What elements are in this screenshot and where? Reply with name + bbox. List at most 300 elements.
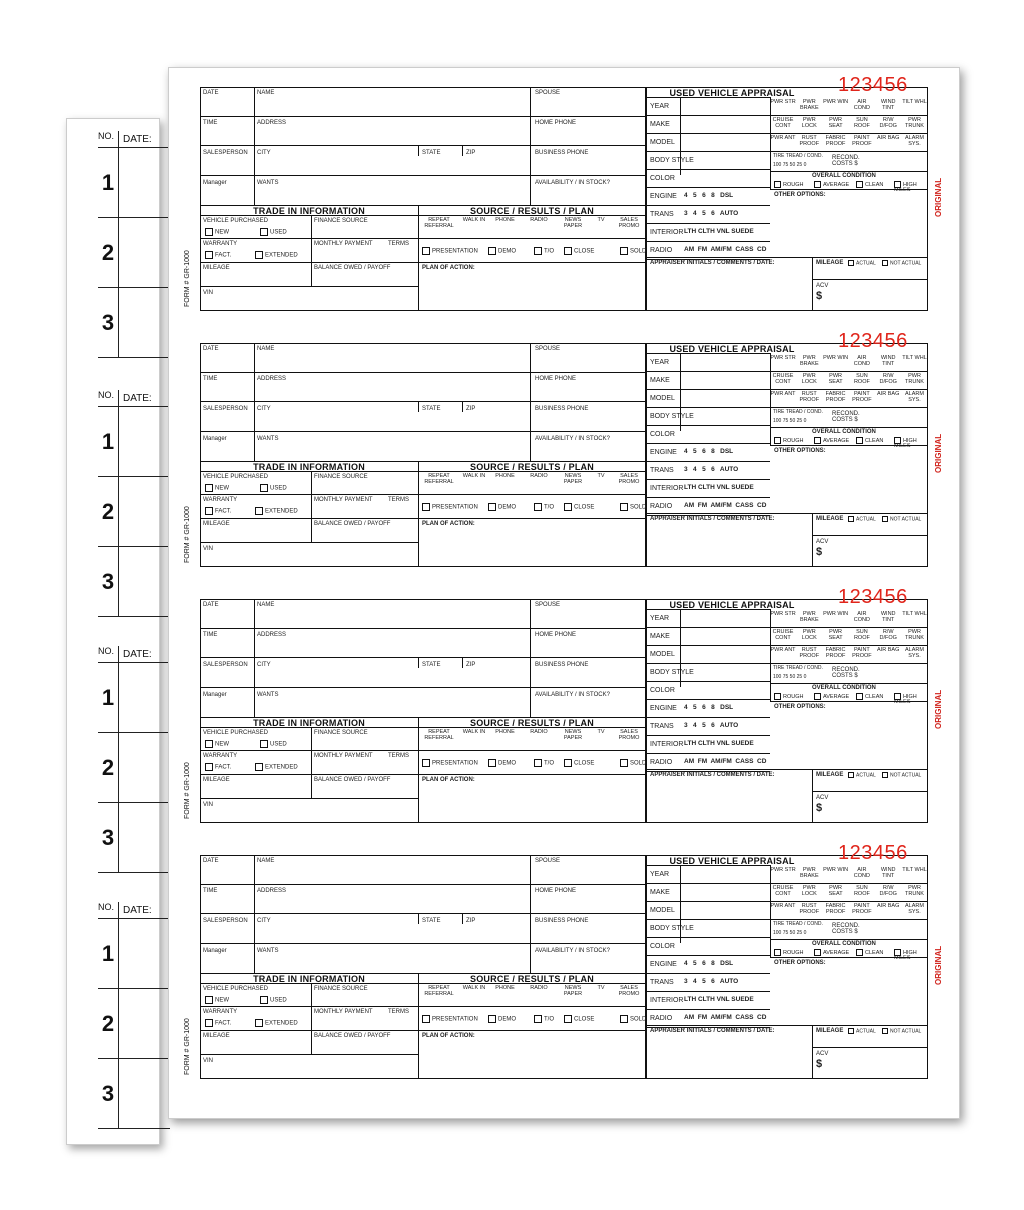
city-label[interactable]: CITY [257,406,271,412]
result-checkbox[interactable]: PRESENTATION [422,503,478,511]
option-cell[interactable]: ALARM SYS. [905,391,924,403]
condition-checkbox[interactable]: AVERAGE [814,693,849,700]
fact-checkbox[interactable]: FACT. [205,251,231,259]
source-option[interactable]: NEWS PAPER [563,985,583,997]
appraisal-row-label[interactable]: TRANS [650,723,674,730]
finance-source-label[interactable]: FINANCE SOURCE [314,474,368,480]
not-actual-checkbox[interactable]: NOT ACTUAL [882,1028,921,1034]
result-checkbox[interactable]: T/O [534,503,554,511]
address-label[interactable]: ADDRESS [257,888,287,894]
source-option[interactable]: SALES PROMO [618,729,640,741]
spouse-label[interactable]: SPOUSE [535,90,561,96]
not-actual-checkbox[interactable]: NOT ACTUAL [882,516,921,522]
address-label[interactable]: ADDRESS [257,120,287,126]
balance-owed-label[interactable]: BALANCE OWED / PAYOFF [314,1033,391,1039]
option-cell[interactable]: ALARM SYS. [905,903,924,915]
finance-source-label[interactable]: FINANCE SOURCE [314,986,368,992]
availability-label[interactable]: AVAILABILITY / IN STOCK? [535,180,610,186]
appraisal-row-label[interactable]: MAKE [650,633,670,640]
extended-checkbox[interactable]: EXTENDED [255,763,298,771]
state-label[interactable]: STATE [422,662,441,668]
option-cell[interactable]: TILT WHL [902,99,927,105]
condition-checkbox[interactable]: ROUGH [774,693,803,700]
option-cell[interactable]: CRUISE CONT [772,885,794,897]
source-option[interactable]: PHONE [495,985,515,991]
business-phone-label[interactable]: BUSINESS PHONE [535,406,589,412]
business-phone-label[interactable]: BUSINESS PHONE [535,918,589,924]
mileage-label[interactable]: MILEAGE [203,521,230,527]
option-cell[interactable]: PAINT PROOF [852,135,872,147]
mileage-label[interactable]: MILEAGE [203,1033,230,1039]
plan-of-action-label[interactable]: PLAN OF ACTION: [422,265,475,271]
monthly-payment-label[interactable]: MONTHLY PAYMENT [314,1009,373,1015]
acv-dollar[interactable]: $ [816,1058,823,1070]
home-phone-label[interactable]: HOME PHONE [535,376,577,382]
appraisal-row-label[interactable]: COLOR [650,431,675,438]
source-option[interactable]: NEWS PAPER [563,217,583,229]
source-option[interactable]: WALK IN [462,985,486,991]
appraisal-row-options[interactable]: LTH CLTH VNL SUEDE [684,228,754,235]
new-checkbox[interactable]: NEW [205,228,229,236]
source-option[interactable]: REPEAT REFERRAL [424,473,454,485]
source-option[interactable]: REPEAT REFERRAL [424,729,454,741]
appraisal-row-label[interactable]: MODEL [650,395,675,402]
result-checkbox[interactable]: PRESENTATION [422,247,478,255]
extended-checkbox[interactable]: EXTENDED [255,251,298,259]
zip-label[interactable]: ZIP [466,150,476,156]
result-checkbox[interactable]: SOLD [620,503,646,511]
appraisal-row-options[interactable]: LTH CLTH VNL SUEDE [684,484,754,491]
result-checkbox[interactable]: PRESENTATION [422,759,478,767]
option-cell[interactable]: PWR WIN [823,867,849,873]
recond-label[interactable]: RECOND. COSTS $ [832,411,860,423]
option-cell[interactable]: R/W D/FOG [879,373,897,385]
option-cell[interactable]: PWR STR [770,99,796,105]
source-option[interactable]: SALES PROMO [618,985,640,997]
home-phone-label[interactable]: HOME PHONE [535,632,577,638]
option-cell[interactable]: R/W D/FOG [879,629,897,641]
vin-label[interactable]: VIN [203,546,214,552]
option-cell[interactable]: RUST PROOF [799,391,820,403]
appraisal-row-label[interactable]: MODEL [650,651,675,658]
option-cell[interactable]: PAINT PROOF [852,391,872,403]
terms-label[interactable]: TERMS [388,497,409,503]
appraisal-row-label[interactable]: YEAR [650,871,670,878]
fact-checkbox[interactable]: FACT. [205,1019,231,1027]
other-options-label[interactable]: OTHER OPTIONS: [774,448,826,454]
appraisal-row-options[interactable]: AM FM AM/FM CASS CD [684,758,767,765]
source-option[interactable]: RADIO [530,473,548,479]
used-checkbox[interactable]: USED [260,484,287,492]
condition-checkbox[interactable]: HIGH MILES [894,181,917,194]
condition-checkbox[interactable]: HIGH MILES [894,693,917,706]
option-cell[interactable]: PAINT PROOF [852,647,872,659]
option-cell[interactable]: PWR WIN [823,355,849,361]
wants-label[interactable]: WANTS [257,180,279,186]
acv-dollar[interactable]: $ [816,546,823,558]
option-cell[interactable]: PWR LOCK [801,117,817,129]
used-checkbox[interactable]: USED [260,228,287,236]
appraisal-row-label[interactable]: YEAR [650,615,670,622]
option-cell[interactable]: FABRIC PROOF [825,903,846,915]
appraiser-label[interactable]: APPRAISER INITIALS / COMMENTS / DATE: [650,260,775,266]
appraisal-row-options[interactable]: 4 5 6 8 DSL [684,704,734,711]
option-cell[interactable]: SUN ROOF [853,373,870,385]
source-option[interactable]: TV [597,729,605,735]
option-cell[interactable]: AIR COND [853,867,870,879]
appraisal-row-label[interactable]: INTERIOR [650,997,684,1004]
used-checkbox[interactable]: USED [260,996,287,1004]
source-option[interactable]: SALES PROMO [618,473,640,485]
option-cell[interactable]: PWR ANT [770,903,796,909]
option-cell[interactable]: FABRIC PROOF [825,135,846,147]
appraisal-mileage-label[interactable]: MILEAGE [816,1028,844,1034]
appraisal-row-label[interactable]: COLOR [650,943,675,950]
condition-checkbox[interactable]: AVERAGE [814,949,849,956]
source-option[interactable]: TV [597,985,605,991]
used-checkbox[interactable]: USED [260,740,287,748]
appraisal-row-options[interactable]: 3 4 5 6 AUTO [684,210,739,217]
result-checkbox[interactable]: SOLD [620,1015,646,1023]
source-option[interactable]: NEWS PAPER [563,729,583,741]
option-cell[interactable]: AIR BAG [877,903,900,909]
result-checkbox[interactable]: DEMO [488,1015,516,1023]
option-cell[interactable]: PWR BRAKE [799,355,819,367]
source-option[interactable]: SALES PROMO [618,217,640,229]
balance-owed-label[interactable]: BALANCE OWED / PAYOFF [314,521,391,527]
business-phone-label[interactable]: BUSINESS PHONE [535,662,589,668]
option-cell[interactable]: PWR LOCK [801,629,817,641]
option-cell[interactable]: PWR TRUNK [905,117,924,129]
option-cell[interactable]: PWR TRUNK [905,885,924,897]
option-cell[interactable]: PWR STR [770,611,796,617]
monthly-payment-label[interactable]: MONTHLY PAYMENT [314,497,373,503]
appraisal-row-options[interactable]: LTH CLTH VNL SUEDE [684,996,754,1003]
option-cell[interactable]: SUN ROOF [853,629,870,641]
balance-owed-label[interactable]: BALANCE OWED / PAYOFF [314,265,391,271]
source-option[interactable]: REPEAT REFERRAL [424,217,454,229]
option-cell[interactable]: PWR SEAT [828,117,843,129]
option-cell[interactable]: RUST PROOF [799,135,820,147]
option-cell[interactable]: CRUISE CONT [772,117,794,129]
appraisal-row-options[interactable]: AM FM AM/FM CASS CD [684,1014,767,1021]
appraisal-row-label[interactable]: MAKE [650,377,670,384]
result-checkbox[interactable]: CLOSE [564,1015,594,1023]
option-cell[interactable]: PAINT PROOF [852,903,872,915]
condition-checkbox[interactable]: ROUGH [774,949,803,956]
other-options-label[interactable]: OTHER OPTIONS: [774,704,826,710]
appraisal-row-label[interactable]: BODY STYLE [650,669,694,676]
state-label[interactable]: STATE [422,406,441,412]
plan-of-action-label[interactable]: PLAN OF ACTION: [422,1033,475,1039]
name-label[interactable]: NAME [257,602,275,608]
result-checkbox[interactable]: DEMO [488,759,516,767]
option-cell[interactable]: PWR TRUNK [905,629,924,641]
zip-label[interactable]: ZIP [466,918,476,924]
appraisal-row-options[interactable]: AM FM AM/FM CASS CD [684,502,767,509]
option-cell[interactable]: PWR LOCK [801,373,817,385]
appraisal-row-label[interactable]: BODY STYLE [650,413,694,420]
appraisal-row-label[interactable]: BODY STYLE [650,157,694,164]
option-cell[interactable]: WIND TINT [880,867,896,879]
spouse-label[interactable]: SPOUSE [535,858,561,864]
tire-values[interactable]: 100 75 50 25 0 [773,418,807,424]
business-phone-label[interactable]: BUSINESS PHONE [535,150,589,156]
address-label[interactable]: ADDRESS [257,632,287,638]
name-label[interactable]: NAME [257,90,275,96]
city-label[interactable]: CITY [257,918,271,924]
condition-checkbox[interactable]: ROUGH [774,437,803,444]
appraiser-label[interactable]: APPRAISER INITIALS / COMMENTS / DATE: [650,772,775,778]
result-checkbox[interactable]: DEMO [488,503,516,511]
terms-label[interactable]: TERMS [388,753,409,759]
option-cell[interactable]: PWR ANT [770,647,796,653]
availability-label[interactable]: AVAILABILITY / IN STOCK? [535,948,610,954]
option-cell[interactable]: CRUISE CONT [772,629,794,641]
option-cell[interactable]: PWR ANT [770,391,796,397]
source-option[interactable]: WALK IN [462,217,486,223]
appraisal-row-options[interactable]: 4 5 6 8 DSL [684,960,734,967]
other-options-label[interactable]: OTHER OPTIONS: [774,192,826,198]
source-option[interactable]: PHONE [495,729,515,735]
appraisal-row-label[interactable]: TRANS [650,467,674,474]
option-cell[interactable]: PWR LOCK [801,885,817,897]
finance-source-label[interactable]: FINANCE SOURCE [314,218,368,224]
plan-of-action-label[interactable]: PLAN OF ACTION: [422,521,475,527]
option-cell[interactable]: WIND TINT [880,99,896,111]
wants-label[interactable]: WANTS [257,436,279,442]
actual-checkbox[interactable]: ACTUAL [848,1028,876,1034]
new-checkbox[interactable]: NEW [205,740,229,748]
option-cell[interactable]: TILT WHL [902,611,927,617]
option-cell[interactable]: RUST PROOF [799,647,820,659]
option-cell[interactable]: PWR TRUNK [905,373,924,385]
appraisal-row-label[interactable]: INTERIOR [650,229,684,236]
availability-label[interactable]: AVAILABILITY / IN STOCK? [535,692,610,698]
appraisal-mileage-label[interactable]: MILEAGE [816,516,844,522]
option-cell[interactable]: AIR BAG [877,647,900,653]
source-option[interactable]: PHONE [495,473,515,479]
result-checkbox[interactable]: T/O [534,247,554,255]
condition-checkbox[interactable]: CLEAN [856,693,883,700]
option-cell[interactable]: PWR WIN [823,611,849,617]
source-option[interactable]: NEWS PAPER [563,473,583,485]
actual-checkbox[interactable]: ACTUAL [848,772,876,778]
result-checkbox[interactable]: CLOSE [564,759,594,767]
condition-checkbox[interactable]: CLEAN [856,181,883,188]
source-option[interactable]: WALK IN [462,729,486,735]
appraisal-row-options[interactable]: 4 5 6 8 DSL [684,192,734,199]
option-cell[interactable]: WIND TINT [880,355,896,367]
fact-checkbox[interactable]: FACT. [205,507,231,515]
option-cell[interactable]: AIR COND [853,611,870,623]
home-phone-label[interactable]: HOME PHONE [535,120,577,126]
appraisal-row-options[interactable]: AM FM AM/FM CASS CD [684,246,767,253]
fact-checkbox[interactable]: FACT. [205,763,231,771]
appraisal-row-label[interactable]: ENGINE [650,193,677,200]
terms-label[interactable]: TERMS [388,241,409,247]
option-cell[interactable]: AIR BAG [877,135,900,141]
mileage-label[interactable]: MILEAGE [203,265,230,271]
source-option[interactable]: TV [597,217,605,223]
option-cell[interactable]: PWR SEAT [828,885,843,897]
city-label[interactable]: CITY [257,662,271,668]
extended-checkbox[interactable]: EXTENDED [255,1019,298,1027]
appraisal-row-label[interactable]: MODEL [650,907,675,914]
monthly-payment-label[interactable]: MONTHLY PAYMENT [314,753,373,759]
appraisal-row-label[interactable]: TRANS [650,211,674,218]
result-checkbox[interactable]: CLOSE [564,503,594,511]
result-checkbox[interactable]: T/O [534,759,554,767]
option-cell[interactable]: SUN ROOF [853,117,870,129]
appraisal-row-label[interactable]: BODY STYLE [650,925,694,932]
recond-label[interactable]: RECOND. COSTS $ [832,155,860,167]
option-cell[interactable]: FABRIC PROOF [825,647,846,659]
option-cell[interactable]: PWR SEAT [828,629,843,641]
result-checkbox[interactable]: T/O [534,1015,554,1023]
option-cell[interactable]: CRUISE CONT [772,373,794,385]
address-label[interactable]: ADDRESS [257,376,287,382]
appraisal-row-options[interactable]: 4 5 6 8 DSL [684,448,734,455]
condition-checkbox[interactable]: AVERAGE [814,181,849,188]
option-cell[interactable]: ALARM SYS. [905,647,924,659]
extended-checkbox[interactable]: EXTENDED [255,507,298,515]
appraisal-mileage-label[interactable]: MILEAGE [816,260,844,266]
option-cell[interactable]: AIR COND [853,99,870,111]
option-cell[interactable]: TILT WHL [902,867,927,873]
not-actual-checkbox[interactable]: NOT ACTUAL [882,260,921,266]
source-option[interactable]: RADIO [530,985,548,991]
tire-values[interactable]: 100 75 50 25 0 [773,674,807,680]
option-cell[interactable]: PWR BRAKE [799,99,819,111]
acv-dollar[interactable]: $ [816,802,823,814]
availability-label[interactable]: AVAILABILITY / IN STOCK? [535,436,610,442]
option-cell[interactable]: PWR STR [770,867,796,873]
option-cell[interactable]: PWR BRAKE [799,867,819,879]
appraisal-mileage-label[interactable]: MILEAGE [816,772,844,778]
appraiser-label[interactable]: APPRAISER INITIALS / COMMENTS / DATE: [650,516,775,522]
appraisal-row-label[interactable]: RADIO [650,1015,673,1022]
option-cell[interactable]: SUN ROOF [853,885,870,897]
option-cell[interactable]: R/W D/FOG [879,885,897,897]
not-actual-checkbox[interactable]: NOT ACTUAL [882,772,921,778]
appraisal-row-label[interactable]: YEAR [650,103,670,110]
option-cell[interactable]: PWR ANT [770,135,796,141]
result-checkbox[interactable]: DEMO [488,247,516,255]
appraisal-row-label[interactable]: COLOR [650,175,675,182]
result-checkbox[interactable]: SOLD [620,247,646,255]
option-cell[interactable]: ALARM SYS. [905,135,924,147]
spouse-label[interactable]: SPOUSE [535,346,561,352]
wants-label[interactable]: WANTS [257,692,279,698]
source-option[interactable]: RADIO [530,729,548,735]
appraisal-row-label[interactable]: ENGINE [650,961,677,968]
appraisal-row-label[interactable]: YEAR [650,359,670,366]
appraisal-row-label[interactable]: RADIO [650,247,673,254]
recond-label[interactable]: RECOND. COSTS $ [832,667,860,679]
appraisal-row-label[interactable]: COLOR [650,687,675,694]
result-checkbox[interactable]: CLOSE [564,247,594,255]
option-cell[interactable]: WIND TINT [880,611,896,623]
source-option[interactable]: TV [597,473,605,479]
result-checkbox[interactable]: PRESENTATION [422,1015,478,1023]
new-checkbox[interactable]: NEW [205,996,229,1004]
mileage-label[interactable]: MILEAGE [203,777,230,783]
appraisal-row-label[interactable]: MODEL [650,139,675,146]
actual-checkbox[interactable]: ACTUAL [848,516,876,522]
condition-checkbox[interactable]: AVERAGE [814,437,849,444]
appraisal-row-label[interactable]: RADIO [650,503,673,510]
appraisal-row-options[interactable]: 3 4 5 6 AUTO [684,466,739,473]
source-option[interactable]: PHONE [495,217,515,223]
appraisal-row-label[interactable]: RADIO [650,759,673,766]
appraiser-label[interactable]: APPRAISER INITIALS / COMMENTS / DATE: [650,1028,775,1034]
spouse-label[interactable]: SPOUSE [535,602,561,608]
zip-label[interactable]: ZIP [466,662,476,668]
condition-checkbox[interactable]: CLEAN [856,437,883,444]
plan-of-action-label[interactable]: PLAN OF ACTION: [422,777,475,783]
condition-checkbox[interactable]: HIGH MILES [894,949,917,962]
new-checkbox[interactable]: NEW [205,484,229,492]
option-cell[interactable]: TILT WHL [902,355,927,361]
appraisal-row-label[interactable]: MAKE [650,889,670,896]
option-cell[interactable]: AIR COND [853,355,870,367]
appraisal-row-options[interactable]: 3 4 5 6 AUTO [684,722,739,729]
appraisal-row-label[interactable]: INTERIOR [650,741,684,748]
state-label[interactable]: STATE [422,150,441,156]
name-label[interactable]: NAME [257,858,275,864]
terms-label[interactable]: TERMS [388,1009,409,1015]
option-cell[interactable]: R/W D/FOG [879,117,897,129]
home-phone-label[interactable]: HOME PHONE [535,888,577,894]
option-cell[interactable]: RUST PROOF [799,903,820,915]
appraisal-row-label[interactable]: ENGINE [650,705,677,712]
zip-label[interactable]: ZIP [466,406,476,412]
source-option[interactable]: REPEAT REFERRAL [424,985,454,997]
condition-checkbox[interactable]: CLEAN [856,949,883,956]
condition-checkbox[interactable]: ROUGH [774,181,803,188]
option-cell[interactable]: PWR BRAKE [799,611,819,623]
source-option[interactable]: WALK IN [462,473,486,479]
option-cell[interactable]: PWR STR [770,355,796,361]
source-option[interactable]: RADIO [530,217,548,223]
tire-values[interactable]: 100 75 50 25 0 [773,162,807,168]
appraisal-row-options[interactable]: 3 4 5 6 AUTO [684,978,739,985]
appraisal-row-label[interactable]: INTERIOR [650,485,684,492]
option-cell[interactable]: FABRIC PROOF [825,391,846,403]
vin-label[interactable]: VIN [203,802,214,808]
appraisal-row-label[interactable]: MAKE [650,121,670,128]
monthly-payment-label[interactable]: MONTHLY PAYMENT [314,241,373,247]
state-label[interactable]: STATE [422,918,441,924]
finance-source-label[interactable]: FINANCE SOURCE [314,730,368,736]
acv-dollar[interactable]: $ [816,290,823,302]
option-cell[interactable]: AIR BAG [877,391,900,397]
appraisal-row-label[interactable]: TRANS [650,979,674,986]
tire-values[interactable]: 100 75 50 25 0 [773,930,807,936]
balance-owed-label[interactable]: BALANCE OWED / PAYOFF [314,777,391,783]
wants-label[interactable]: WANTS [257,948,279,954]
actual-checkbox[interactable]: ACTUAL [848,260,876,266]
appraisal-row-label[interactable]: ENGINE [650,449,677,456]
option-cell[interactable]: PWR SEAT [828,373,843,385]
option-cell[interactable]: PWR WIN [823,99,849,105]
name-label[interactable]: NAME [257,346,275,352]
vin-label[interactable]: VIN [203,290,214,296]
condition-checkbox[interactable]: HIGH MILES [894,437,917,450]
result-checkbox[interactable]: SOLD [620,759,646,767]
appraisal-row-options[interactable]: LTH CLTH VNL SUEDE [684,740,754,747]
